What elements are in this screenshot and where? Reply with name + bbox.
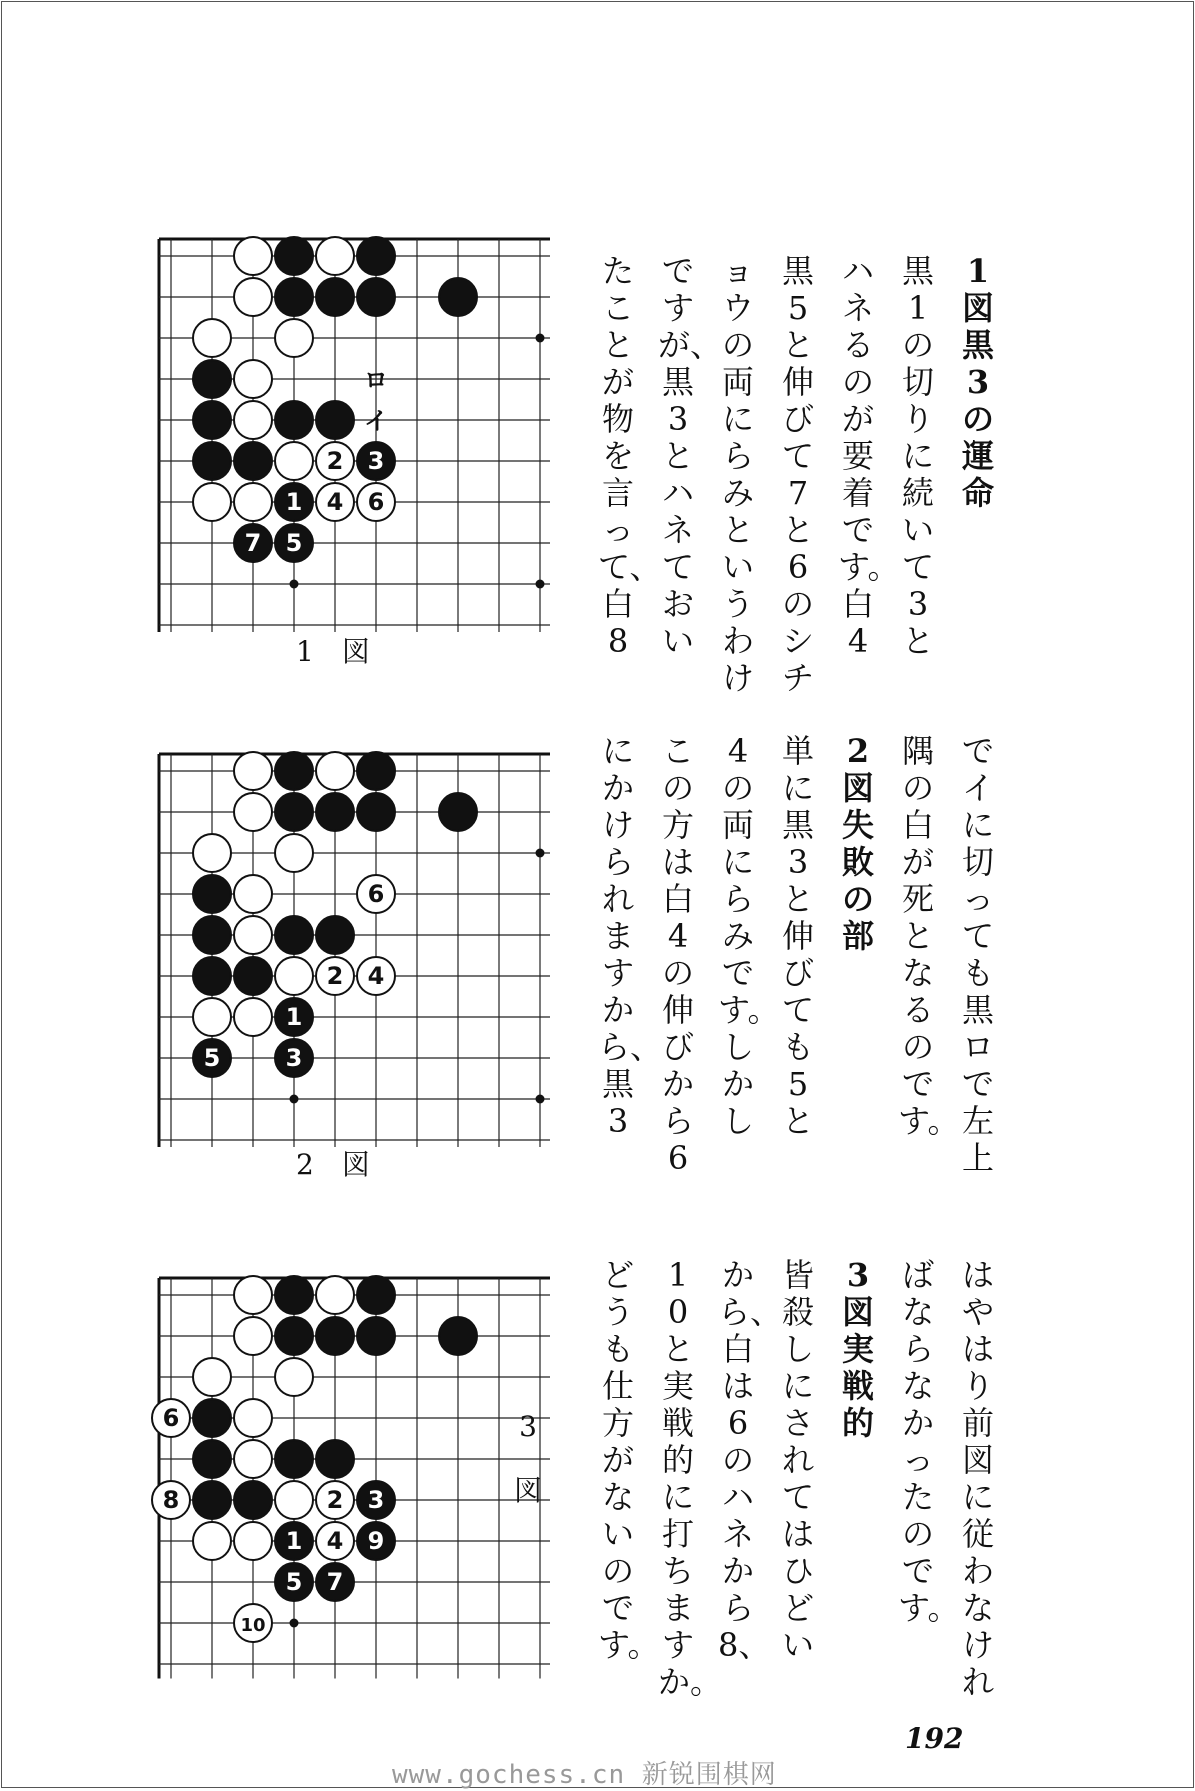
black-stone <box>234 524 272 562</box>
go-diagram-3 <box>126 1255 550 1705</box>
move-number: 5 <box>285 529 303 557</box>
move-number: 1 <box>285 488 303 516</box>
text-column: たことが物を言って、白8 <box>598 252 662 660</box>
black-stone <box>275 916 313 954</box>
black-stone <box>275 793 313 831</box>
black-stone <box>234 957 272 995</box>
black-stone <box>275 524 313 562</box>
black-stone <box>193 401 231 439</box>
black-stone <box>439 278 477 316</box>
black-stone <box>316 1563 354 1601</box>
move-number: 3 <box>285 1044 303 1072</box>
star-point <box>536 1095 545 1104</box>
white-stone <box>234 237 272 275</box>
white-stone <box>234 998 272 1036</box>
text-column: でイに切っても黒ロで左上 <box>961 732 994 1177</box>
black-stone <box>316 401 354 439</box>
white-stone <box>234 916 272 954</box>
move-number: 2 <box>326 962 344 990</box>
black-stone <box>193 957 231 995</box>
black-stone <box>275 998 313 1036</box>
white-stone <box>316 1481 354 1519</box>
text-column: ですが、黒3とハネてお い <box>658 252 723 660</box>
go-diagram-1 <box>140 222 550 632</box>
white-stone <box>234 278 272 316</box>
black-stone <box>193 1039 231 1077</box>
white-stone <box>275 1481 313 1519</box>
white-stone <box>234 360 272 398</box>
point-label: ロ <box>364 366 388 394</box>
diagram-caption-3: 3 図 <box>513 1410 542 1507</box>
move-number: 7 <box>244 529 262 557</box>
white-stone <box>152 1481 190 1519</box>
black-stone <box>357 278 395 316</box>
black-stone <box>316 1317 354 1355</box>
move-number: 3 <box>367 1486 385 1514</box>
white-stone <box>234 1604 272 1642</box>
white-stone <box>234 401 272 439</box>
black-stone <box>275 278 313 316</box>
move-number: 5 <box>285 1568 303 1596</box>
white-stone <box>316 237 354 275</box>
text-column: はやはり前図に従わなけれ <box>961 1256 994 1701</box>
white-stone <box>234 1440 272 1478</box>
white-stone <box>234 1399 272 1437</box>
black-stone <box>316 793 354 831</box>
white-stone <box>316 483 354 521</box>
black-stone <box>193 360 231 398</box>
black-stone <box>275 1276 313 1314</box>
star-point <box>536 580 545 589</box>
text-column: 隅の白が死となるのです。 <box>898 732 960 1140</box>
white-stone <box>357 957 395 995</box>
white-stone <box>193 483 231 521</box>
star-point <box>290 580 299 589</box>
black-stone <box>193 1481 231 1519</box>
text-column: にかけられますから、黒3 <box>598 732 663 1140</box>
text-column: 単に黒3と伸びても5と <box>781 732 814 1140</box>
black-stone <box>193 1399 231 1437</box>
black-stone <box>275 1317 313 1355</box>
white-stone <box>234 793 272 831</box>
white-stone <box>234 752 272 790</box>
black-stone <box>275 483 313 521</box>
star-point <box>536 849 545 858</box>
black-stone <box>234 1481 272 1519</box>
black-stone <box>234 442 272 480</box>
move-number: 2 <box>326 1486 344 1514</box>
text-column: ハネるのが要着です。白4 <box>838 252 900 660</box>
black-stone <box>357 752 395 790</box>
white-stone <box>316 442 354 480</box>
move-number: 4 <box>326 488 344 516</box>
white-stone <box>316 1522 354 1560</box>
move-number: 4 <box>326 1527 344 1555</box>
black-stone <box>275 1440 313 1478</box>
white-stone <box>234 1276 272 1314</box>
black-stone <box>316 1440 354 1478</box>
black-stone <box>357 1276 395 1314</box>
text-column: 皆殺しにされてはひどい <box>781 1256 814 1664</box>
watermark: www.gochess.cn 新锐围棋网 <box>392 1760 777 1790</box>
text-column: ョウの両にらみというわけ <box>721 252 754 697</box>
move-number: 9 <box>367 1527 385 1555</box>
point-label: イ <box>364 407 388 435</box>
black-stone <box>275 1039 313 1077</box>
black-stone <box>357 1481 395 1519</box>
move-number: 6 <box>162 1404 180 1432</box>
move-number: 6 <box>367 880 385 908</box>
white-stone <box>152 1399 190 1437</box>
white-stone <box>234 1522 272 1560</box>
move-number: 2 <box>326 447 344 475</box>
text-column: から、白は6のハネから8、 <box>718 1256 783 1664</box>
star-point <box>536 334 545 343</box>
black-stone <box>439 793 477 831</box>
white-stone <box>316 1276 354 1314</box>
move-number: 6 <box>367 488 385 516</box>
black-stone <box>439 1317 477 1355</box>
white-stone <box>193 1358 231 1396</box>
white-stone <box>316 957 354 995</box>
black-stone <box>193 916 231 954</box>
black-stone <box>275 1522 313 1560</box>
text-column: 黒5と伸びて7と6のシチ <box>781 252 814 697</box>
black-stone <box>275 1563 313 1601</box>
white-stone <box>357 483 395 521</box>
text-column: 黒1の切りに続いて3と <box>901 252 934 660</box>
move-number: 1 <box>285 1003 303 1031</box>
white-stone <box>275 957 313 995</box>
black-stone <box>357 442 395 480</box>
move-number: 10 <box>240 1615 266 1636</box>
black-stone <box>193 1440 231 1478</box>
black-stone <box>357 1522 395 1560</box>
white-stone <box>193 834 231 872</box>
move-number: 5 <box>203 1044 221 1072</box>
black-stone <box>275 401 313 439</box>
black-stone <box>275 752 313 790</box>
star-point <box>290 1619 299 1628</box>
section-heading: 2図 失敗の部 <box>841 732 907 955</box>
move-number: 4 <box>367 962 385 990</box>
text-column: 10と実戦的に打ちますか。 <box>658 1256 723 1701</box>
text-column: どうも仕方がないのです。 <box>598 1256 660 1664</box>
go-diagram-2 <box>140 737 550 1147</box>
text-column: 4の両にらみです。しかし <box>718 732 780 1140</box>
black-stone <box>193 442 231 480</box>
black-stone <box>275 237 313 275</box>
white-stone <box>193 998 231 1036</box>
white-stone <box>234 1317 272 1355</box>
black-stone <box>357 1317 395 1355</box>
move-number: 8 <box>162 1486 180 1514</box>
black-stone <box>357 237 395 275</box>
white-stone <box>275 442 313 480</box>
move-number: 7 <box>326 1568 344 1596</box>
page-number: 192 <box>905 1722 964 1755</box>
text-column: ばならなかったのです。 <box>898 1256 960 1627</box>
white-stone <box>234 483 272 521</box>
move-number: 1 <box>285 1527 303 1555</box>
diagram-caption-2: 2 図 <box>296 1148 370 1181</box>
black-stone <box>357 793 395 831</box>
white-stone <box>275 1358 313 1396</box>
white-stone <box>357 875 395 913</box>
white-stone <box>234 875 272 913</box>
text-column: この方は白4の伸びから6 <box>661 732 694 1177</box>
star-point <box>290 1095 299 1104</box>
section-heading: 3図 実戦的 <box>841 1256 907 1442</box>
black-stone <box>316 916 354 954</box>
white-stone <box>193 1522 231 1560</box>
white-stone <box>193 319 231 357</box>
section-heading: 1図 黒3の運命 <box>961 252 1027 512</box>
black-stone <box>316 278 354 316</box>
white-stone <box>275 834 313 872</box>
black-stone <box>193 875 231 913</box>
white-stone <box>275 319 313 357</box>
diagram-caption-1: 1 図 <box>296 635 370 668</box>
move-number: 3 <box>367 447 385 475</box>
white-stone <box>316 752 354 790</box>
